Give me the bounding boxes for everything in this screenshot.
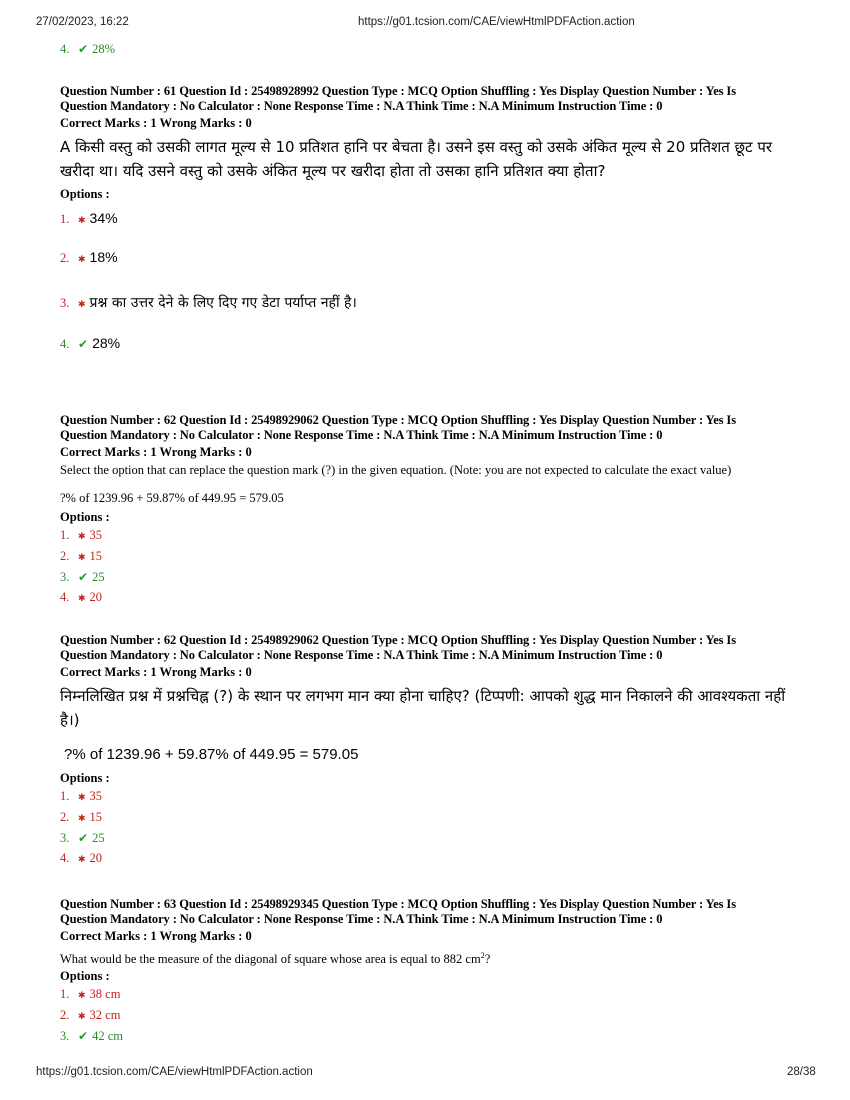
question-text-main: What would be the measure of the diagonal of square whose area is equal to 882 cm — [60, 952, 481, 967]
question-text: A किसी वस्तु को उसकी लागत मूल्य से 10 प्रतिशत हानि पर बेचता है। उसने इस वस्तु को उसके अंकित मूल्य से 20 प्रतिशत छूट पर खरीदा था। यदि उसने वस्तु को उसके अंकित मूल्य पर खरीदा होता तो उसका हानि प्रतिशत क्या होता? — [60, 138, 773, 180]
print-footer-url: https://g01.tcsion.com/CAE/viewHtmlPDFAction.action — [36, 1066, 313, 1078]
correct-check-icon: ✔ — [78, 1029, 89, 1044]
wrong-cross-icon: ✱ — [78, 990, 86, 1001]
option-number: 4. — [60, 337, 70, 351]
option-number: 2. — [60, 549, 70, 563]
wrong-cross-icon: ✱ — [78, 215, 86, 225]
question-equation: ?% of 1239.96 + 59.87% of 449.95 = 579.05 — [64, 746, 359, 763]
question-text-superscript: 2 — [480, 951, 485, 960]
option-number: 3. — [60, 831, 70, 845]
correct-check-icon: ✔ — [78, 42, 89, 56]
question-meta: Question Mandatory : No Calculator : None Response Time : N.A Think Time : N.A Minimum Instruction Time : 0 — [60, 648, 663, 662]
question-meta: Question Number : 63 Question Id : 25498929345 Question Type : MCQ Option Shuffling : Yes Display Question Number : Yes Is — [60, 897, 736, 911]
option-4 — [60, 333, 800, 354]
question-62-hindi — [60, 633, 800, 869]
option-4 — [60, 848, 800, 869]
correct-check-icon: ✔ — [78, 570, 89, 584]
question-meta: Question Number : 62 Question Id : 25498929062 Question Type : MCQ Option Shuffling : Yes Display Question Number : Yes Is — [60, 633, 736, 647]
option-value: 28% — [92, 42, 115, 56]
option-value: 25 — [92, 570, 105, 584]
question-text — [60, 948, 800, 967]
option-2 — [60, 546, 800, 567]
question-marks: Correct Marks : 1 Wrong Marks : 0 — [60, 665, 252, 679]
option-value: 32 cm — [89, 1008, 121, 1023]
option-value: 42 cm — [92, 1029, 123, 1044]
carry-over-option — [60, 39, 800, 59]
wrong-cross-icon: ✱ — [78, 792, 86, 802]
option-value: 35 — [89, 528, 103, 542]
question-marks: Correct Marks : 1 Wrong Marks : 0 — [60, 116, 252, 130]
options-label: Options : — [60, 969, 110, 984]
option-value: 28% — [92, 335, 121, 351]
option-value: 25 — [92, 831, 105, 845]
question-meta: Question Number : 62 Question Id : 25498929062 Question Type : MCQ Option Shuffling : Yes Display Question Number : Yes Is — [60, 413, 736, 427]
question-61 — [60, 84, 800, 354]
option-number: 3. — [60, 1029, 70, 1044]
option-number: 3. — [60, 296, 70, 310]
question-meta: Question Mandatory : No Calculator : None Response Time : N.A Think Time : N.A Minimum Instruction Time : 0 — [60, 99, 663, 113]
option-number: 3. — [60, 570, 70, 584]
option-number: 1. — [60, 789, 70, 803]
option-number: 1. — [60, 528, 70, 542]
option-value: 15 — [89, 810, 103, 824]
question-62-english — [60, 413, 800, 608]
question-meta: Question Mandatory : No Calculator : None Response Time : N.A Think Time : N.A Minimum Instruction Time : 0 — [60, 912, 663, 926]
option-4 — [60, 587, 800, 608]
option-number: 2. — [60, 251, 70, 265]
question-meta: Question Number : 61 Question Id : 25498928992 Question Type : MCQ Option Shuffling : Yes Display Question Number : Yes Is — [60, 84, 736, 98]
options-label: Options : — [60, 510, 110, 524]
question-text: Select the option that can replace the question mark (?) in the given equation. (Note: you are not expected to calculate the exact value) — [60, 463, 732, 477]
question-meta: Question Mandatory : No Calculator : None Response Time : N.A Think Time : N.A Minimum Instruction Time : 0 — [60, 428, 663, 442]
option-1 — [60, 208, 800, 230]
option-value: 35 — [89, 789, 103, 803]
wrong-cross-icon: ✱ — [78, 299, 86, 309]
print-datetime: 27/02/2023, 16:22 — [36, 16, 129, 28]
question-marks: Correct Marks : 1 Wrong Marks : 0 — [60, 929, 252, 943]
wrong-cross-icon: ✱ — [78, 593, 86, 603]
correct-check-icon: ✔ — [78, 831, 89, 845]
wrong-cross-icon: ✱ — [78, 1011, 86, 1022]
option-value: प्रश्न का उत्तर देने के लिए दिए गए डेटा पर्याप्त नहीं है। — [89, 295, 357, 311]
question-63 — [60, 897, 800, 1046]
option-2 — [60, 807, 800, 828]
options-label: Options : — [60, 187, 110, 201]
page-number: 28/38 — [787, 1066, 816, 1078]
option-1 — [60, 984, 800, 1005]
option-number: 1. — [60, 987, 70, 1002]
option-value: 18% — [89, 249, 118, 265]
wrong-cross-icon: ✱ — [78, 552, 86, 562]
question-marks: Correct Marks : 1 Wrong Marks : 0 — [60, 445, 252, 459]
option-3 — [60, 567, 800, 587]
option-number: 1. — [60, 212, 70, 226]
option-3 — [60, 828, 800, 848]
option-number: 2. — [60, 810, 70, 824]
question-text: निम्नलिखित प्रश्न में प्रश्नचिह्न (?) के स्थान पर लगभग मान क्या होना चाहिए? (टिप्पणी: आपको शुद्ध मान निकालने की आवश्यकता नहीं है।) — [60, 687, 786, 729]
option-1 — [60, 786, 800, 807]
option-value: 15 — [89, 549, 103, 563]
question-equation: ?% of 1239.96 + 59.87% of 449.95 = 579.05 — [60, 491, 284, 505]
option-number: 4. — [60, 851, 70, 865]
options-label: Options : — [60, 771, 110, 785]
print-header-url: https://g01.tcsion.com/CAE/viewHtmlPDFAction.action — [358, 16, 635, 28]
option-2 — [60, 1005, 800, 1026]
correct-check-icon: ✔ — [78, 337, 89, 351]
wrong-cross-icon: ✱ — [78, 254, 86, 264]
option-3 — [60, 293, 800, 314]
option-1 — [60, 525, 800, 546]
option-number: 4. — [60, 590, 70, 604]
wrong-cross-icon: ✱ — [78, 531, 86, 541]
wrong-cross-icon: ✱ — [78, 854, 86, 864]
option-value: 20 — [89, 851, 103, 865]
option-3 — [60, 1026, 800, 1046]
wrong-cross-icon: ✱ — [78, 813, 86, 823]
option-value: 38 cm — [89, 987, 121, 1002]
option-number: 4. — [60, 42, 70, 56]
question-text-end: ? — [484, 952, 491, 967]
option-value: 34% — [89, 210, 118, 226]
option-value: 20 — [89, 590, 103, 604]
option-number: 2. — [60, 1008, 70, 1023]
option-2 — [60, 247, 800, 269]
